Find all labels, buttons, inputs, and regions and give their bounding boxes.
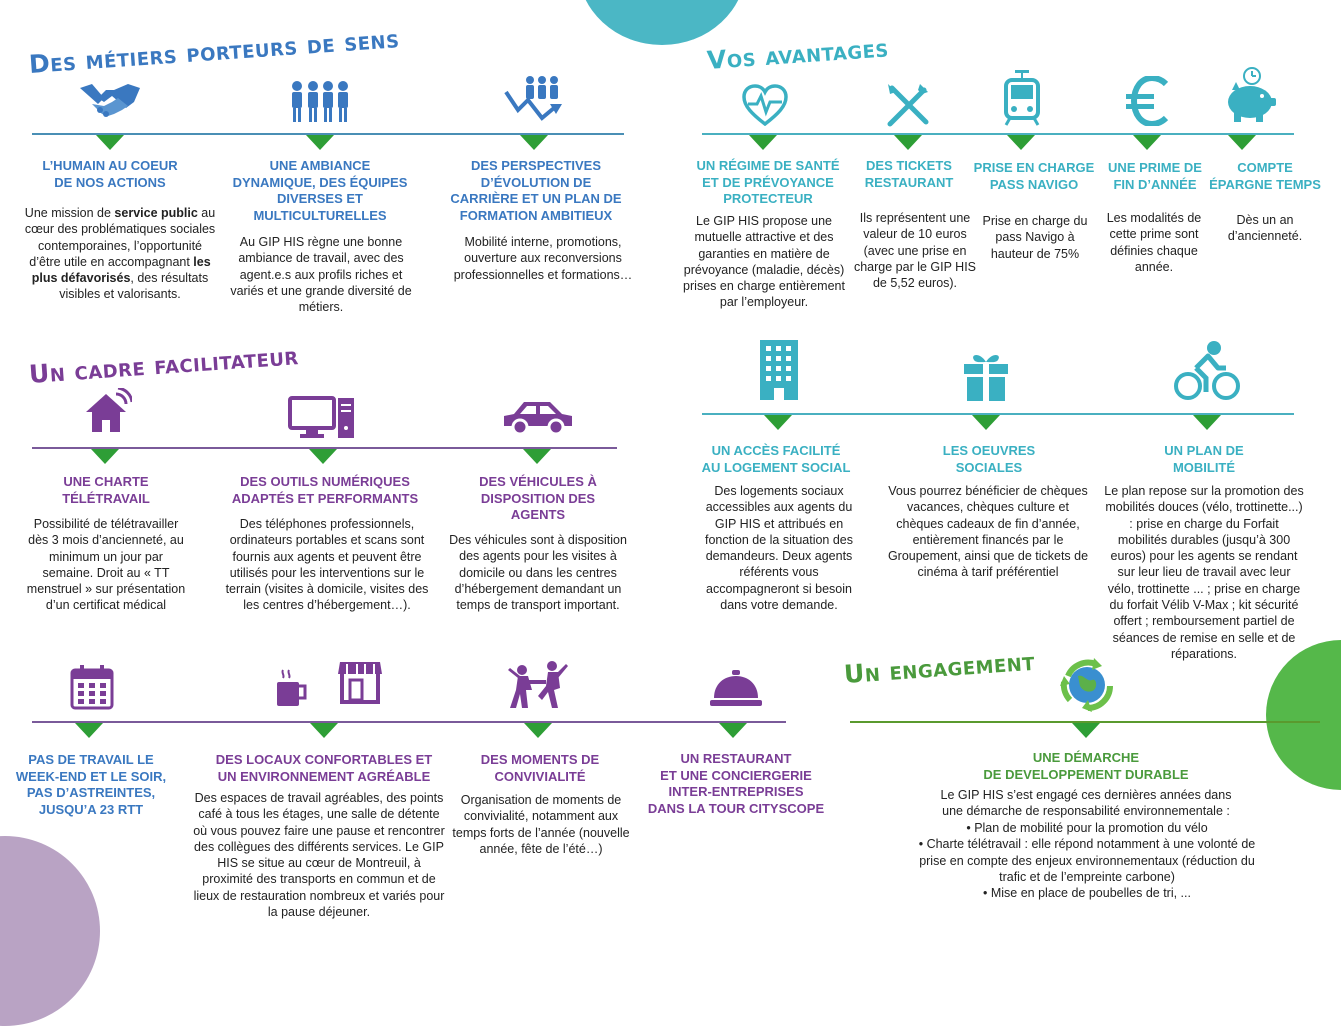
cadre-text: Des téléphones professionnels, ordinateurs portables et scans sont fournis aux agents et peuvent être utilisés pour les interventions sur le terrain (visites à domicile, visites des les centres d’hébergement…). <box>225 517 429 613</box>
team-icon <box>290 78 350 124</box>
decor-circle-right <box>1266 640 1341 790</box>
heart-pulse-icon <box>742 84 788 126</box>
cadre2-heading: PAS DE TRAVAIL LE WEEK-END ET LE SOIR, PAS D’ASTREINTES, JUSQU’A 23 RTT <box>15 752 167 817</box>
handshake-icon <box>78 80 142 124</box>
engagement-intro: Le GIP HIS s’est engagé ces dernières années dans une démarche de responsabilité environnementale : <box>940 788 1232 819</box>
marker-triangle <box>520 135 548 150</box>
marker-triangle <box>306 135 334 150</box>
gift-icon <box>962 350 1010 402</box>
calendar-icon <box>70 664 114 710</box>
coffee-cup-icon <box>275 668 309 708</box>
marker-triangle <box>749 135 777 150</box>
piggy-bank-icon <box>1222 66 1278 124</box>
avantages-heading: UNE PRIME DE FIN D’ANNÉE <box>1108 160 1202 192</box>
metiers-text: Mobilité interne, promotions, ouverture aux reconversions professionnelles et formations… <box>453 235 633 282</box>
cadre-text: Des véhicules sont à disposition des agents pour les visites à domicile ou dans les centres d’hébergement demandant un temps de transport important. <box>449 533 627 613</box>
avantages2-text: Des logements sociaux accessibles aux agents du GIP HIS et attribués en fonction de la situation des demandeurs. Deux agents référents vous accompagneront si besoin dans votre demande. <box>704 484 854 613</box>
avantages-heading: UN RÉGIME DE SANTÉ ET DE PRÉVOYANCE PROTECTEUR <box>696 158 840 206</box>
career-growth-icon <box>504 74 566 128</box>
avantages2-heading: LES OEUVRES SOCIALES <box>942 443 1036 475</box>
avantages-text: Le GIP HIS propose une mutuelle attractive et des garanties en matière de prévoyance (maladie, décès) prises en charge entièrement par l’employeur. <box>683 214 845 310</box>
divider-cadre-2 <box>32 721 786 723</box>
section-title-engagement: Un engagement <box>842 646 1036 689</box>
metiers-heading: UNE AMBIANCE DYNAMIQUE, DES ÉQUIPES DIVERSES ET MULTICULTURELLES <box>232 158 408 223</box>
avantages-text: Les modalités de cette prime sont définies chaque année. <box>1106 211 1202 274</box>
marker-triangle <box>1007 135 1035 150</box>
section-title-metiers: Des métiers porteurs de sens <box>27 24 401 79</box>
section-title-cadre: Un cadre facilitateur <box>27 341 300 389</box>
metiers-text: Au GIP HIS règne une bonne ambiance de travail, avec des agent.e.s aux profils riches et variés et une grande diversité de métiers. <box>230 235 412 315</box>
marker-triangle <box>523 449 551 464</box>
section-title-avantages: Vos avantages <box>705 33 890 75</box>
avantages2-heading: UN ACCÈS FACILITÉ AU LOGEMENT SOCIAL <box>701 443 851 475</box>
marker-triangle <box>1228 135 1256 150</box>
marker-triangle <box>96 135 124 150</box>
cadre2-text: Des espaces de travail agréables, des points café à tous les étages, une salle de détente où vous pouvez faire une pause et rencontrer des collègues des différents services. Le GIP HIS se situe au cœur de Montreuil, à proximité des transports en commun et de lieux de restauration nombreux et variés pour la pause déjeuner. <box>193 791 445 920</box>
euro-icon <box>1126 76 1170 126</box>
avantages-heading: COMPTE ÉPARGNE TEMPS <box>1209 160 1321 192</box>
car-icon <box>500 396 576 436</box>
engagement-heading: UNE DÉMARCHE DE DEVELOPPEMENT DURABLE <box>983 750 1189 782</box>
cadre-heading: UNE CHARTE TÉLÉTRAVAIL <box>62 474 150 506</box>
cyclist-icon <box>1174 340 1240 402</box>
cadre-heading: DES OUTILS NUMÉRIQUES ADAPTÉS ET PERFORMANTS <box>231 474 419 506</box>
decor-circle-top <box>578 0 746 45</box>
marker-triangle <box>894 135 922 150</box>
avantages2-text: Le plan repose sur la promotion des mobilités douces (vélo, trottinette...) : prise en charge du Forfait mobilités durables (jusqu’à 300 euros) pour les agents se rendant sur leur lieu de travail avec leur vélo, trottinette ... ; prise en charge du forfait Vélib V-Max ; kit sécurité offert ; remboursement partiel de séances de remise en selle et de réparations. <box>1104 484 1304 661</box>
cadre2-heading: DES MOMENTS DE CONVIVIALITÉ <box>480 752 600 784</box>
avantages-text: Dès un an d’ancienneté. <box>1227 213 1303 244</box>
avantages2-text: Vous pourrez bénéficier de chèques vacances, chèques culture et chèques cadeaux de fin d’année, entièrement financés par le Groupement, ainsi que de tickets de cinéma à tarif préférentiel <box>887 484 1089 580</box>
marker-triangle <box>309 449 337 464</box>
building-icon <box>758 338 800 402</box>
recycle-globe-icon <box>1058 656 1116 714</box>
marker-triangle <box>75 723 103 738</box>
decor-circle-bottom-left <box>0 836 100 1026</box>
marker-triangle <box>972 415 1000 430</box>
cutlery-icon <box>884 80 932 128</box>
engagement-bullet: • Plan de mobilité pour la promotion du vélo <box>916 820 1258 836</box>
cadre2-heading: DES LOCAUX CONFORTABLES ET UN ENVIRONNEMENT AGRÉABLE <box>215 752 433 784</box>
computer-icon <box>288 396 356 440</box>
engagement-bullet: • Mise en place de poubelles de tri, ... <box>916 885 1258 901</box>
cadre2-text: Organisation de moments de convivialité, notamment aux temps forts de l’année (nouvelle année, fête de l’été…) <box>452 793 630 856</box>
avantages-heading: DES TICKETS RESTAURANT <box>864 158 954 190</box>
cadre2-heading: UN RESTAURANT ET UNE CONCIERGERIE INTER-ENTREPRISES DANS LA TOUR CITYSCOPE <box>647 751 825 816</box>
metiers-text: Une mission de service public au cœur des problématiques sociales contemporaines, l’opportunité d’être utile en accompagnant les plus défavorisés, des résultats visibles et valorisants. <box>24 206 216 302</box>
metiers-heading: DES PERSPECTIVES D’ÉVOLUTION DE CARRIÈRE ET UN PLAN DE FORMATION AMBITIEUX <box>450 158 622 223</box>
avantages-heading: PRISE EN CHARGE PASS NAVIGO <box>973 160 1095 192</box>
cadre-heading: DES VÉHICULES À DISPOSITION DES AGENTS <box>479 474 597 522</box>
avantages-text: Ils représentent une valeur de 10 euros (avec une prise en charge par le GIP HIS de 5,52 euros). <box>853 211 977 291</box>
marker-triangle <box>310 723 338 738</box>
dancing-people-icon <box>508 660 568 712</box>
tram-icon <box>1004 68 1040 126</box>
service-bell-icon <box>708 668 764 708</box>
marker-triangle <box>719 723 747 738</box>
marker-triangle <box>764 415 792 430</box>
engagement-bullet: • Charte télétravail : elle répond notamment à une volonté de prise en compte des enjeux environnementaux (réduction du trafic et de l’empreinte carbone) <box>916 836 1258 885</box>
divider-avantages <box>702 133 1294 135</box>
avantages2-heading: UN PLAN DE MOBILITÉ <box>1164 443 1244 475</box>
shop-icon <box>336 660 384 706</box>
marker-triangle <box>1133 135 1161 150</box>
engagement-list <box>916 820 1258 901</box>
cadre-text: Possibilité de télétravailler dès 3 mois d’ancienneté, au minimum un jour par semaine. Droit au « TT menstruel » sur présentation d’un certificat médical <box>26 517 186 613</box>
avantages-text: Prise en charge du pass Navigo à hauteur de 75% <box>982 214 1088 261</box>
metiers-heading: L’HUMAIN AU COEUR DE NOS ACTIONS <box>42 158 178 190</box>
marker-triangle <box>91 449 119 464</box>
marker-triangle <box>524 723 552 738</box>
home-wifi-icon <box>82 388 132 434</box>
marker-triangle <box>1072 723 1100 738</box>
marker-triangle <box>1193 415 1221 430</box>
